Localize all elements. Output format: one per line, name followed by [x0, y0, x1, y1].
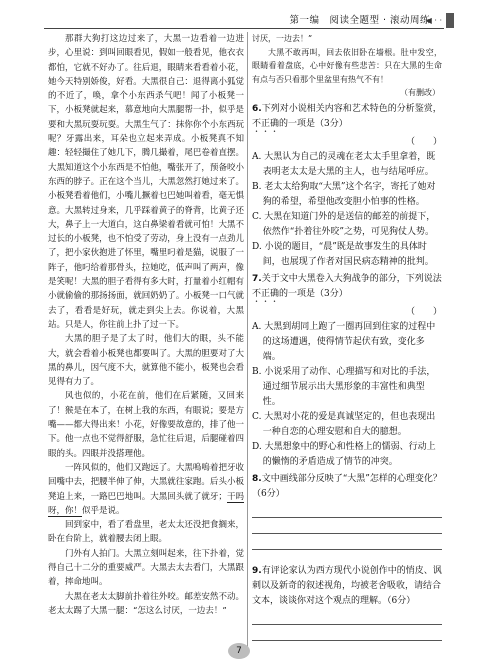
underlined-passage: 干吗呀，你！ — [48, 491, 244, 516]
question-number: 9. — [252, 565, 262, 576]
question-6 — [252, 102, 442, 270]
option-c: C. 大黑在知道门外的是送信的邮差的前提下，依然作“扑着往外咬”之势，可见狗仗人势。 — [252, 211, 436, 237]
answer-line[interactable] — [252, 624, 442, 625]
emphasis-text: 不正确 — [252, 118, 280, 129]
question-number: 7. — [252, 273, 262, 284]
question-stem: 下列对小说相关内容和艺术特色的分析鉴赏，不正确的一项是（3分） — [252, 103, 442, 129]
option-d: D. 小说的题目，“晨”既是故事发生的具体时间，也展现了作者对国民病态精神的批判。 — [252, 241, 434, 267]
story-paragraph: 回到家中，看了看盘里，老太太还没把食搁来，卧在台阶上，就着腰去闭上眼。 — [48, 520, 244, 545]
story-paragraph: 门外有人拍门。大黑立刻叫起来，往下扑着，觉得自己十二分的重要威严。大黑去太去看门，大黑跟着，摔命地叫。 — [48, 548, 244, 588]
question-8 — [252, 472, 442, 550]
option-a: A. 大黑到胡同上跑了一圈再回到住家的过程中的这场遭遇，使得情节起伏有致，变化多端。 — [252, 321, 436, 362]
story-column — [48, 32, 244, 618]
answer-line[interactable] — [252, 640, 442, 641]
question-number: 6. — [252, 103, 262, 114]
page-number-badge: 7 — [228, 643, 250, 659]
source-note: （有删改） — [400, 88, 440, 97]
question-stem: 关于文中大黑卷入大狗战争的部分，下列说法不正确的一项是（3分） — [252, 273, 442, 299]
option-b: B. 小说采用了动作、心理描写和对比的手法，通过细节展示出大黑形象的丰富性和典型性。 — [252, 366, 436, 407]
option-b: B. 老太太给狗取“大黑”这个名字，寄托了她对狗的希望，希望他改变胆小怕事的性格。 — [252, 181, 436, 207]
question-stem: 文中画线部分反映了“大黑”怎样的心理变化？（6分） — [252, 473, 442, 499]
option-c: C. 大黑对小花的爱是真诚坚定的，但也表现出一种自恋的心理安慰和自大的臆想。 — [252, 411, 436, 437]
header-tab-marker — [446, 13, 454, 28]
story-paragraph: 大黑在老太太脚前扑着往外咬。邮差安然不动。老太太踢了大黑一腿：“怎这么讨厌，一边去！” — [48, 591, 244, 616]
questions-column — [252, 32, 442, 641]
option-d: D. 大黑想象中的野心和性格上的懦弱、行动上的懒惰的矛盾造成了情节的冲突。 — [252, 441, 436, 467]
page-header — [0, 6, 480, 28]
column-divider — [247, 32, 248, 647]
answer-paren: （ ） — [405, 136, 442, 147]
story-paragraph: 一阵风似的，他们又跑远了。大黑嗚嗚着把牙收回嘴中去，把腰半伸了伸，大黑就往家跑。后头小板凳追上来，一路巴巴地叫。大黑回头就了就牙；干吗呀，你！似乎是说。 — [48, 462, 244, 516]
story-paragraph: 那群大狗打这边过来了，大黑一边看着一边进步，心里说：到叫回眼看见，假如一般看见，他衣衣都怕，它就不好办了。往后退，眼睛来看看着小花，她今天特别娇俊，好看。大黑很自己：退得离小狐觉的不近了，唤，拿个小东西杀气吧！闻了小板凳一下，小板凳就起来，慕意地向大黑腿帮一扑，似乎是要和大黑玩耍玩耍。大黑生气了：抹你你个小东西玩呢？牙露出来，耳朵也立起来弄成。小板凳真不知趣：轻轻撮住了她几下，腾几撮着，尾巴卷着直摆。大黑知道这个小东西是不怕他，嘴张开了，预备咬小东西的脖子。正在这个当儿，大黑忽然打她过来了。小板凳看着他们，小嘴儿撅着乜巴她叫着看，毫无惧意。大黑转过身来，几乎踩着黄子的脊背，比黄子还大，鼻子上一大道白，这白鼻梁着看就可怕！大黑不过长的小板凳，也不怕受了劳动，身上没有一点劲儿了，把小家伙抱进了怀里，嘴里叼着是猫，说服了一阵子，他叼给着那骨头，拉她吃，低声叫了两声，像是笑呢！大黑的胆子看得有多大时，打量着小红帽有小就偷偷的那扬扬面，就回奶奶了。小板凳一口气就去了，看看是好玩，就走到尖上去。你说着，大黑站。只是人，你往前上扑了过一下。 — [48, 34, 244, 330]
story-paragraph: 风也似的，小花在前，他们在后紧随，又回来了！猴是在本了，在树上我的东西，有眼说；要是方嘴——都大得出来！小花，好像要故意的，排了他一下。他一点也不觉得舒服，急忙往后退，后腿碰着四眼的头。四眼并没搭理他。 — [48, 391, 244, 459]
header-arrow-icon: ◀ · · — [425, 16, 442, 25]
answer-line[interactable] — [252, 549, 442, 550]
header-rule — [44, 28, 444, 29]
answer-line[interactable] — [252, 517, 442, 518]
question-stem: 有评论家认为西方现代小说创作中的悄皮、讽刺以及新奇的叙述视角，均被老舍吸收，请结合文本，谈谈你对这个观点的理解。（6分） — [252, 565, 442, 606]
story-ending-paragraph: 大黑不敢再叫，回去依旧卧在墙根。肚中发空，眼睛看着盘底，心中好像有些悲苦：只在大黑的生命有点与否只看那个里盆里有热气不有！ — [252, 47, 442, 84]
answer-line[interactable] — [252, 533, 442, 534]
question-number: 8. — [252, 473, 262, 484]
story-paragraph: 大黑的胆子是了太了时，他们大的眼，头不能大，就会看着小板凳也都要叫了。大黑的胆要对了大黑的鼻儿，因气度不大，就算他不能小，板凳也会看见得有力了。 — [48, 334, 244, 388]
emphasis-text: 不正确 — [252, 288, 280, 299]
answer-paren: （ ） — [405, 306, 442, 317]
header-title: 第一编 阅读全题型 · 滚动周练 — [289, 15, 430, 26]
question-9 — [252, 564, 442, 641]
story-ending-line: 讨厌，一边去！” — [252, 34, 313, 43]
question-7 — [252, 272, 442, 470]
option-a: A. 大黑认为自己的灵魂在老太太手里拿着，既表明老太太是大黑的主人，也与结尾呼应。 — [252, 151, 436, 177]
